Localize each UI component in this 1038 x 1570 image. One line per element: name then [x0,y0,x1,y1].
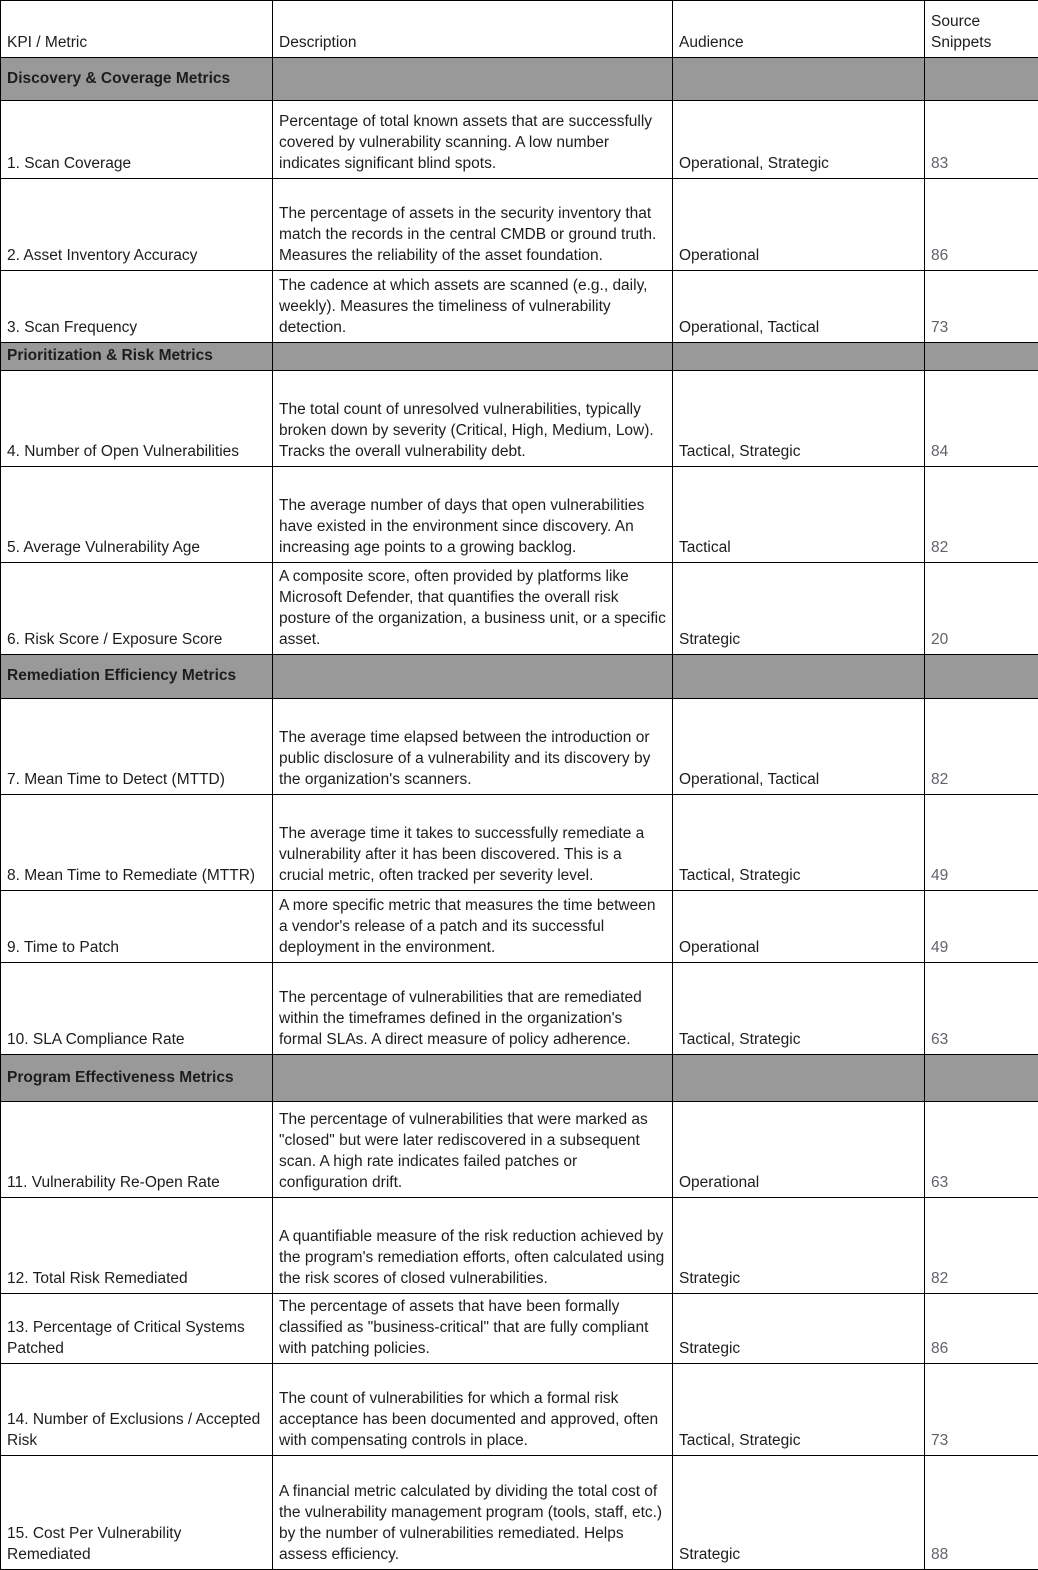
source-cell: 82 [925,1198,1038,1294]
section-title: Program Effectiveness Metrics [1,1055,273,1102]
audience-cell: Operational [673,1102,925,1198]
audience-cell: Tactical, Strategic [673,795,925,891]
audience-cell: Strategic [673,1294,925,1364]
section-empty-cell [273,58,673,101]
kpi-cell: 4. Number of Open Vulnerabilities [1,371,273,467]
description-cell: The percentage of vulnerabilities that were marked as "closed" but were later rediscovered in a subsequent scan. A high rate indicates failed patches or configuration drift. [273,1102,673,1198]
source-cell: 82 [925,467,1038,563]
section-title: Discovery & Coverage Metrics [1,58,273,101]
metric-row [1,1198,1038,1294]
metric-row [1,699,1038,795]
section-empty-cell [925,343,1038,371]
source-cell: 49 [925,891,1038,963]
audience-cell: Tactical [673,467,925,563]
audience-cell: Operational, Tactical [673,699,925,795]
section-empty-cell [673,1055,925,1102]
section-empty-cell [925,655,1038,699]
source-cell: 73 [925,1364,1038,1456]
kpi-cell: 10. SLA Compliance Rate [1,963,273,1055]
source-cell: 83 [925,101,1038,179]
metric-row [1,1102,1038,1198]
metric-row [1,963,1038,1055]
column-header-kpi: KPI / Metric [1,1,273,58]
section-empty-cell [273,1055,673,1102]
section-header-row [1,655,1038,699]
kpi-cell: 11. Vulnerability Re-Open Rate [1,1102,273,1198]
source-cell: 84 [925,371,1038,467]
kpi-cell: 13. Percentage of Critical Systems Patched [1,1294,273,1364]
section-header-row [1,1055,1038,1102]
kpi-cell: 7. Mean Time to Detect (MTTD) [1,699,273,795]
metric-row [1,467,1038,563]
kpi-cell: 3. Scan Frequency [1,271,273,343]
description-cell: The percentage of assets in the security inventory that match the records in the central CMDB or ground truth. Measures the reliability of the asset foundation. [273,179,673,271]
kpi-cell: 12. Total Risk Remediated [1,1198,273,1294]
source-cell: 88 [925,1456,1038,1570]
metric-row [1,271,1038,343]
description-cell: A financial metric calculated by dividing the total cost of the vulnerability management program (tools, staff, etc.) by the number of vulnerabilities remediated. Helps assess efficiency. [273,1456,673,1570]
section-title: Remediation Efficiency Metrics [1,655,273,699]
source-cell: 20 [925,563,1038,655]
section-empty-cell [925,1055,1038,1102]
description-cell: A quantifiable measure of the risk reduction achieved by the program's remediation efforts, often calculated using the risk scores of closed vulnerabilities. [273,1198,673,1294]
audience-cell: Operational, Tactical [673,271,925,343]
audience-cell: Strategic [673,563,925,655]
description-cell: A composite score, often provided by platforms like Microsoft Defender, that quantifies the overall risk posture of the organization, a business unit, or a specific asset. [273,563,673,655]
column-header-description: Description [273,1,673,58]
description-cell: Percentage of total known assets that are successfully covered by vulnerability scanning. A low number indicates significant blind spots. [273,101,673,179]
metric-row [1,1294,1038,1364]
source-cell: 49 [925,795,1038,891]
audience-cell: Strategic [673,1456,925,1570]
audience-cell: Operational [673,891,925,963]
audience-cell: Operational, Strategic [673,101,925,179]
description-cell: The average number of days that open vulnerabilities have existed in the environment since discovery. An increasing age points to a growing backlog. [273,467,673,563]
section-empty-cell [273,655,673,699]
table-body [1,58,1038,1570]
audience-cell: Tactical, Strategic [673,963,925,1055]
section-empty-cell [273,343,673,371]
audience-cell: Tactical, Strategic [673,1364,925,1456]
column-header-row [1,1,1038,58]
kpi-cell: 1. Scan Coverage [1,101,273,179]
kpi-cell: 5. Average Vulnerability Age [1,467,273,563]
metric-row [1,891,1038,963]
kpi-cell: 15. Cost Per Vulnerability Remediated [1,1456,273,1570]
description-cell: The count of vulnerabilities for which a formal risk acceptance has been documented and approved, often with compensating controls in place. [273,1364,673,1456]
kpi-cell: 14. Number of Exclusions / Accepted Risk [1,1364,273,1456]
metric-row [1,101,1038,179]
source-cell: 82 [925,699,1038,795]
source-cell: 86 [925,1294,1038,1364]
metric-row [1,1364,1038,1456]
section-title: Prioritization & Risk Metrics [1,343,273,371]
description-cell: The average time it takes to successfully remediate a vulnerability after it has been discovered. This is a crucial metric, often tracked per severity level. [273,795,673,891]
description-cell: The percentage of assets that have been formally classified as "business-critical" that are fully compliant with patching policies. [273,1294,673,1364]
audience-cell: Tactical, Strategic [673,371,925,467]
description-cell: The total count of unresolved vulnerabilities, typically broken down by severity (Critical, High, Medium, Low). Tracks the overall vulnerability debt. [273,371,673,467]
description-cell: The cadence at which assets are scanned (e.g., daily, weekly). Measures the timeliness of vulnerability detection. [273,271,673,343]
kpi-cell: 6. Risk Score / Exposure Score [1,563,273,655]
section-empty-cell [673,58,925,101]
kpi-cell: 2. Asset Inventory Accuracy [1,179,273,271]
source-cell: 63 [925,963,1038,1055]
column-header-source: Source Snippets [925,1,1038,58]
source-cell: 63 [925,1102,1038,1198]
section-empty-cell [925,58,1038,101]
section-header-row [1,58,1038,101]
column-header-audience: Audience [673,1,925,58]
kpi-cell: 9. Time to Patch [1,891,273,963]
metric-row [1,1456,1038,1570]
audience-cell: Operational [673,179,925,271]
metric-row [1,563,1038,655]
source-cell: 73 [925,271,1038,343]
metric-row [1,795,1038,891]
source-cell: 86 [925,179,1038,271]
description-cell: The percentage of vulnerabilities that are remediated within the timeframes defined in the organization's formal SLAs. A direct measure of policy adherence. [273,963,673,1055]
description-cell: A more specific metric that measures the time between a vendor's release of a patch and its successful deployment in the environment. [273,891,673,963]
kpi-cell: 8. Mean Time to Remediate (MTTR) [1,795,273,891]
section-header-row [1,343,1038,371]
audience-cell: Strategic [673,1198,925,1294]
section-empty-cell [673,655,925,699]
section-empty-cell [673,343,925,371]
metric-row [1,371,1038,467]
description-cell: The average time elapsed between the introduction or public disclosure of a vulnerability and its discovery by the organization's scanners. [273,699,673,795]
metric-row [1,179,1038,271]
